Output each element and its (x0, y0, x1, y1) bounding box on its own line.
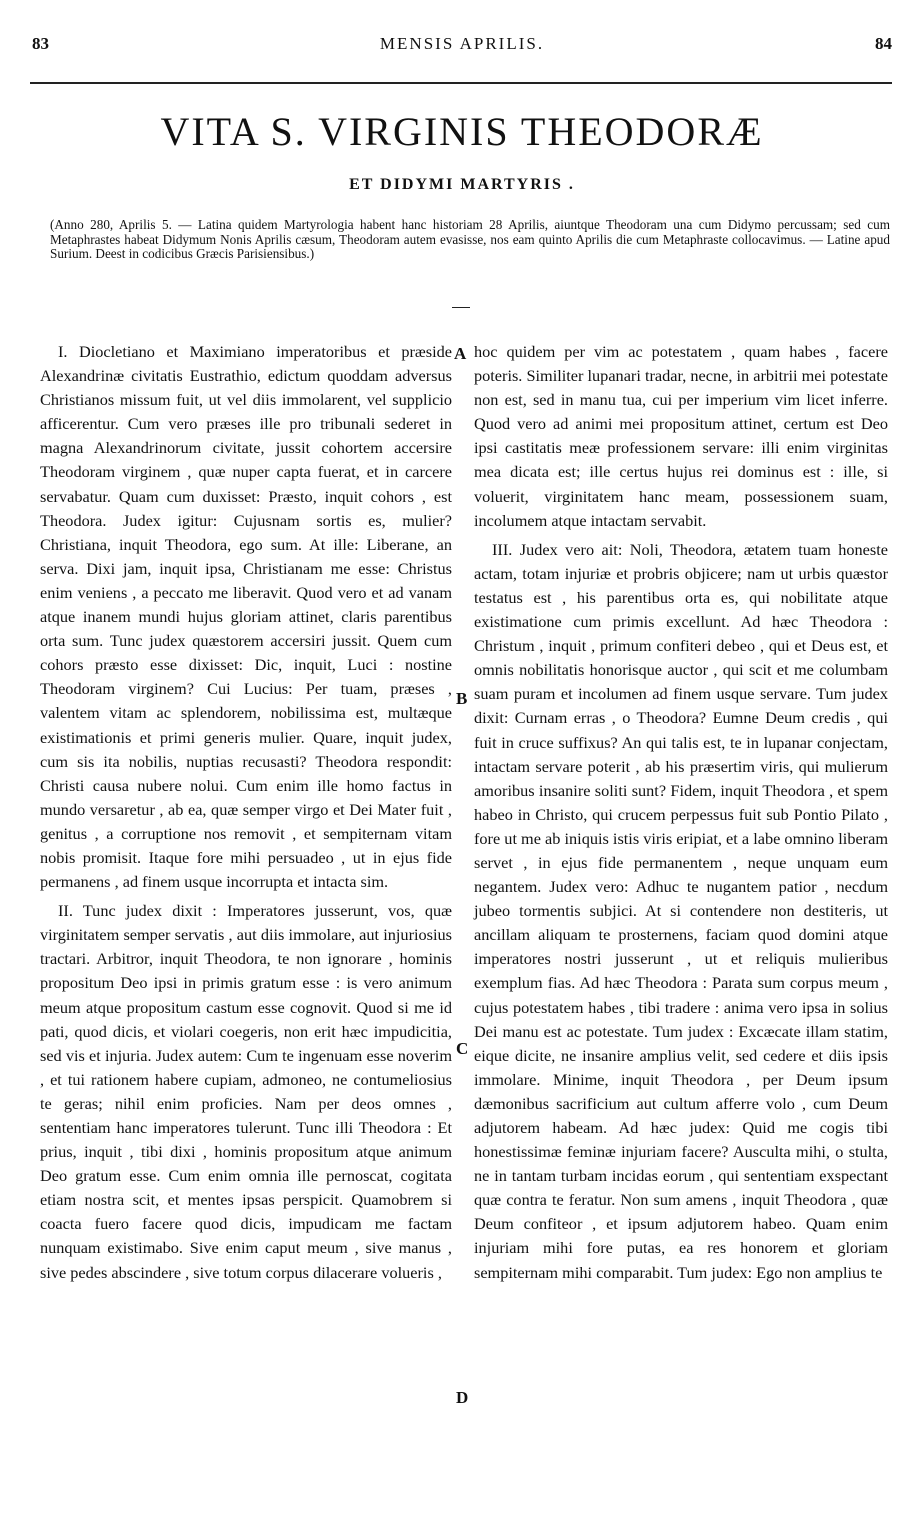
right-column (474, 340, 888, 1290)
margin-marker-b: B (456, 689, 468, 708)
page-header (32, 34, 892, 56)
paragraph-1: I. Diocletiano et Maximiano imperatoribus et præside Alexandrinæ civitatis Eustrathio, edictum quoddam adversus Christianos missum fuit, ut vel diis immolarent, vel supplicio afficerentur. Cum vero præses ille pro tribunali sederet in magna Alexandrinorum civitate, jussit cohortem accersire Theodoram virginem , quæ nuper capta fuerat, et in carcere servabatur. Quam cum duxisset: Præsto, inquit cohors , est Theodora. Judex igitur: Cujusnam sortis es, mulier? Christiana, inquit Theodora, ego sum. At ille: Liberane, an serva. Dixi jam, inquit ipsa, Christianam me esse: Christus enim veniens , a peccato me liberavit. Quod vero et ad vanam atque inanem mundi hujus gloriam attinet, claris parentibus orta sum. Tunc judex quæstorem accersiri jussit. Quem cum cohors præsto esse dixisset: Dic, inquit, Luci : nostine Theodoram virginem? Cui Lucius: Per tuam, præses , valentem vitam ac splendorem, nobilissima est, multæque existimationis et primi generis mulier. Quare, inquit judex, cum sis ita nobilis, nuptias recusasti? Theodora respondit: Christi causa nubere nolui. Cum enim ille homo factus in mundo versaretur , ab ea, quæ semper virgo et Dei Mater fuit , genitus , a corruptione nos removit , et sempiternam vitam nobis promisit. Itaque fore mihi persuadeo , ut in ejus fide permanens , ad finem usque incorrupta et intacta sim. (40, 342, 452, 892)
document-title: VITA S. VIRGINIS THEODORÆ (160, 109, 764, 154)
margin-marker-a: A (454, 344, 467, 363)
paragraph-2: II. Tunc judex dixit : Imperatores jusserunt, vos, quæ virginitatem semper servatis , aut diis immolare, aut injuriosius tractari. Arbitror, inquit Theodora, te non ignorare , hominis propositum Deo ipsi in primis gratum esse : is vero animum meum atque propositum castum esse cognovit. Quod si me id pati, quod dicis, et violari coegeris, non erit hæc impudicitia, sed vis et injuria. Judex autem: Cum te ingenuam esse noverim , et tui rationem habere cupiam, admoneo, ne contumeliosius te geras; nihil enim proficies. Nam per deos omnes , sententiam hanc imperatores tulerunt. Tunc illi Theodora : Et prius, inquit , tibi dixi , hominis propositum atque animum Deo gratum esse. Cum enim omnia ille pernoscat, cogitata etiam nostra scit, et mentes ipsas perspicit. Quamobrem si coacta fuero facere quod dicis, impudicam me factam nunquam existimabo. Sive enim caput meum , sive manus , sive pedes abscindere , sive totum corpus dilacerare volueris , (40, 901, 452, 1282)
left-column (40, 340, 452, 1290)
header-rule (30, 82, 892, 84)
page-number-right: 84 (875, 34, 892, 53)
paragraph-3: III. Judex vero ait: Noli, Theodora, ætatem tuam honeste actam, totam injuriæ et probris objicere; nam ut urbis quæstor testatus est , his parentibus orta es, qui nobilitate atque existimatione cum primis excellunt. Ad hæc Theodora : Christum , inquit , primum confiteri debeo , qui et Deus est, et omnis nobilitatis honorisque auctor , qui scit et me columbam suam puram et incolumen ad finem usque servare. Tum judex dixit: Curnam erras , o Theodora? Eumne Deum credis , qui fuit in cruce suffixus? An qui talis est, te in lupanar conjectam, intactam servare poterit , ab his præsertim viris, qui mulierum amoribus insanire soliti sunt? Fidem, inquit Theodora , et spem habeo in Christo, qui crucem perpessus fuit sub Pontio Pilato , fore ut me ab iniquis istis viris eripiat, et a labe omnino liberam servet , in ejus fide permanentem , neque unquam eum negantem. Judex vero: Adhuc te nugantem patior , necdum jubeo tormentis subjici. At si contendere non destiteris, ut ancillam aliquam te prosternens, faciam quod domini atque imperatores nostri jusserunt , ut et reliquis mulieribus exemplum fias. Ad hæc Theodora : Parata sum corpus meum , cujus potestatem habes , tibi tradere : anima vero ipsa in solius Dei manu est ac potestate. Tum judex : Excæcate illam statim, eique dicite, ne insanire amplius velit, sed cedere et diis ipsis immolare. Minime, inquit Theodora , per Deum ipsum dæmonibus sacrificium aut cultum afferre volo , cum Deum adjutorem habeam. Ad hæc judex: Quid me cogis tibi honestissimæ feminæ injuriam facere? Ausculta mihi, o stulta, ne in tantam turbam incidas eorum , qui sententiam exspectant quæ contra te feratur. Non sum amens , inquit Theodora , quæ Deum confiteor , et ipsum adjutorem habeo. Quam enim injuriam mihi fore putas, ea res honorem et gloriam sempiternam mihi comparabit. Tum judex: Ego non amplius te (474, 539, 888, 1282)
margin-marker-c: C (456, 1039, 469, 1058)
running-title: MENSIS APRILIS. (379, 34, 545, 53)
section-divider (452, 307, 470, 308)
paragraph-continued: hoc quidem per vim ac potestatem , quam habes , facere poteris. Similiter lupanari tradar, necne, in arbitrii mei potestate non est, sed in manu tua, cui per imperium vim licet inferre. Quod vero ad animi mei propositum attinet, certum est Deo ipsi castitatis meæ professionem servare: illi enim virginitas mea dicata est; ille certus hujus rei dominus est : ille, si voluerit, virginitatem hanc meam, possessionem suam, incolumem atque intactam servabit. (474, 342, 888, 530)
margin-marker-d: D (456, 1388, 469, 1407)
document-subtitle: ET DIDYMI MARTYRIS . (349, 176, 575, 193)
page-number-left: 83 (32, 34, 49, 53)
intro-note: (Anno 280, Aprilis 5. — Latina quidem Martyrologia habent hanc historiam 28 Aprilis, aiuntque Theodoram una cum Didymo percussam; sed cum Metaphrastes habeat Didymum Nonis Aprilis cæsum, Theodoram autem evasisse, nos eam quinto Aprilis die cum Metaphraste collocavimus. — Latine apud Surium. Deest in codicibus Græcis Parisiensibus.) (50, 217, 890, 262)
